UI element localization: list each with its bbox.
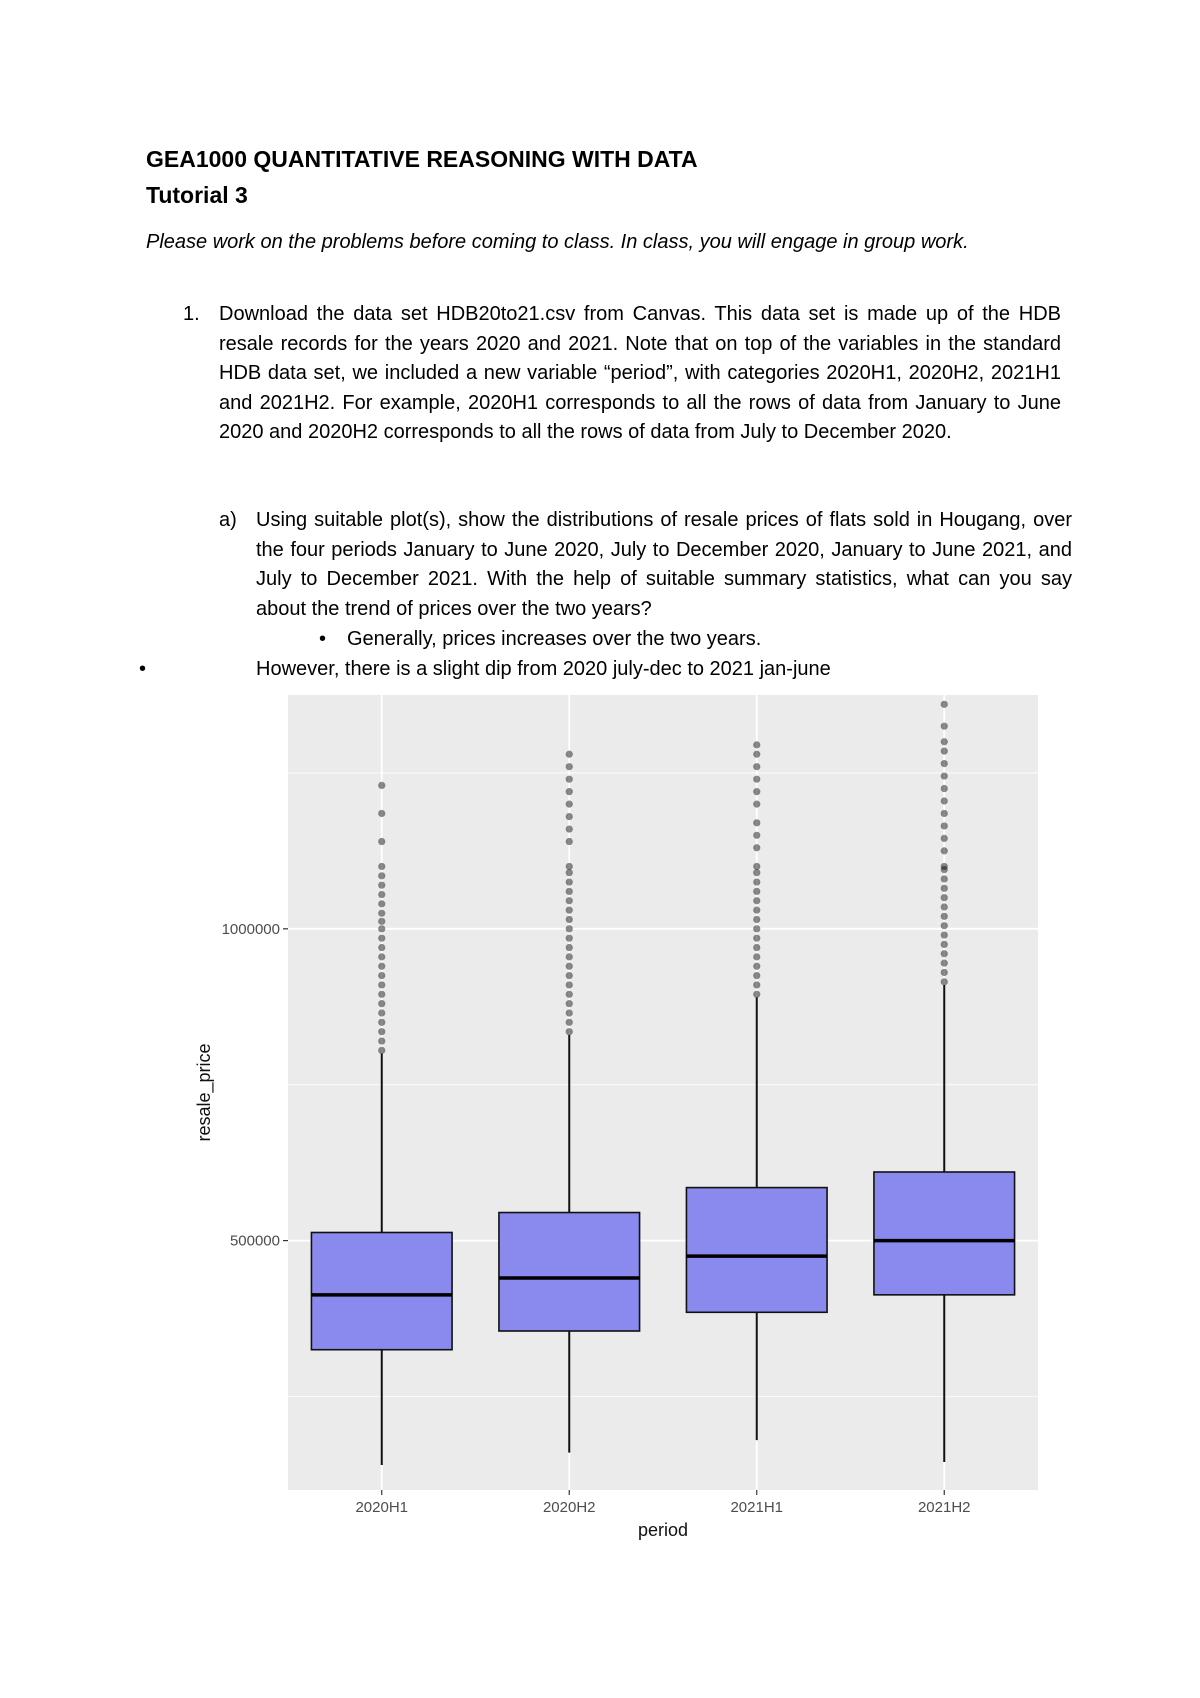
outlier-point — [378, 981, 385, 988]
answer-text-1: Generally, prices increases over the two years. — [347, 628, 762, 650]
resale-price-boxplot — [180, 690, 1060, 1550]
outlier-point — [566, 801, 573, 808]
outlier-point — [941, 913, 948, 920]
outlier-point — [566, 763, 573, 770]
outlier-point — [566, 776, 573, 783]
outlier-point — [378, 918, 385, 925]
outlier-point — [941, 894, 948, 901]
outlier-point — [941, 701, 948, 708]
outlier-point — [566, 991, 573, 998]
outlier-point — [566, 863, 573, 870]
outlier-point — [753, 751, 760, 758]
outlier-point — [378, 925, 385, 932]
outlier-point — [566, 972, 573, 979]
outlier-point — [753, 763, 760, 770]
outlier-point — [378, 1028, 385, 1035]
outlier-point — [378, 810, 385, 817]
outlier-point — [378, 863, 385, 870]
outlier-point — [378, 782, 385, 789]
box-iqr — [874, 1172, 1015, 1295]
answer-bullet-2: • — [139, 658, 147, 680]
outlier-point — [378, 1019, 385, 1026]
outlier-point — [941, 931, 948, 938]
x-tick-label: 2020H1 — [355, 1499, 409, 1516]
outlier-point — [941, 835, 948, 842]
outlier-point — [378, 1009, 385, 1016]
outlier-point — [566, 925, 573, 932]
plot-panel — [288, 695, 1038, 1490]
y-tick-label: 500000 — [229, 1232, 280, 1250]
outlier-point — [753, 897, 760, 904]
outlier-point — [566, 1009, 573, 1016]
x-tick-label: 2021H2 — [917, 1499, 971, 1516]
document-title: GEA1000 QUANTITATIVE REASONING WITH DATA — [146, 146, 698, 172]
outlier-point — [753, 878, 760, 885]
outlier-point — [753, 801, 760, 808]
outlier-point — [941, 847, 948, 854]
x-tick-label: 2020H2 — [542, 1499, 596, 1516]
outlier-point — [941, 772, 948, 779]
outlier-point — [378, 991, 385, 998]
question-number: 1. — [183, 303, 200, 325]
outlier-point — [753, 944, 760, 951]
part-a-text: Using suitable plot(s), show the distributions of resale prices of flats sold in Hougang, over the four periods January to June 2020, July to December 2020, January to June 2021, and July to December 2021. With the help of suitable summary statistics, what can you say about the trend of prices over the two years? — [256, 509, 1072, 620]
outlier-point — [941, 797, 948, 804]
outlier-point — [941, 738, 948, 745]
outlier-point — [378, 1047, 385, 1054]
outlier-point — [566, 907, 573, 914]
outlier-point — [378, 953, 385, 960]
outlier-point — [753, 869, 760, 876]
outlier-point — [566, 751, 573, 758]
y-axis-title: resale_price — [194, 1043, 214, 1142]
outlier-point — [753, 888, 760, 895]
outlier-point — [378, 900, 385, 907]
outlier-point — [566, 1000, 573, 1007]
outlier-point — [941, 885, 948, 892]
outlier-point — [941, 863, 948, 870]
outlier-point — [566, 888, 573, 895]
outlier-point — [566, 953, 573, 960]
outlier-point — [566, 825, 573, 832]
question-1-text: Download the data set HDB20to21.csv from Canvas. This data set is made up of the HDB resale records for the years 2020 and 2021. Note that on top of the variables in the standard HDB data set, we included a new variable “period”, with categories 2020H1, 2020H2, 2021H1 and 2021H2. For example, 2020H1 corresponds to all the rows of data from January to June 2020 and 2020H2 corresponds to all the rows of data from July to December 2020. — [219, 303, 1061, 443]
outlier-point — [378, 944, 385, 951]
outlier-point — [566, 869, 573, 876]
outlier-point — [378, 882, 385, 889]
outlier-point — [941, 960, 948, 967]
box-iqr — [499, 1213, 640, 1331]
outlier-point — [378, 1037, 385, 1044]
outlier-point — [753, 788, 760, 795]
box-iqr — [686, 1188, 827, 1313]
document-subtitle: Tutorial 3 — [146, 182, 248, 208]
outlier-point — [566, 944, 573, 951]
outlier-point — [378, 963, 385, 970]
outlier-point — [941, 978, 948, 985]
outlier-point — [378, 891, 385, 898]
outlier-point — [566, 813, 573, 820]
outlier-point — [566, 963, 573, 970]
outlier-point — [753, 925, 760, 932]
outlier-point — [753, 776, 760, 783]
outlier-point — [941, 785, 948, 792]
outlier-point — [753, 935, 760, 942]
outlier-point — [941, 941, 948, 948]
outlier-point — [941, 969, 948, 976]
outlier-point — [941, 760, 948, 767]
box-iqr — [311, 1232, 452, 1349]
outlier-point — [753, 819, 760, 826]
outlier-point — [566, 981, 573, 988]
outlier-point — [753, 863, 760, 870]
outlier-point — [753, 981, 760, 988]
answer-bullet-1: • — [319, 628, 327, 650]
outlier-point — [566, 838, 573, 845]
outlier-point — [566, 788, 573, 795]
outlier-point — [566, 878, 573, 885]
x-tick-label: 2021H1 — [730, 1499, 784, 1516]
outlier-point — [941, 810, 948, 817]
outlier-point — [753, 741, 760, 748]
outlier-point — [753, 972, 760, 979]
x-axis-title: period — [637, 1520, 689, 1540]
outlier-point — [566, 1028, 573, 1035]
outlier-point — [753, 844, 760, 851]
outlier-point — [378, 872, 385, 879]
outlier-point — [378, 935, 385, 942]
outlier-point — [941, 748, 948, 755]
outlier-point — [941, 875, 948, 882]
outlier-point — [941, 822, 948, 829]
outlier-point — [566, 897, 573, 904]
outlier-point — [566, 1019, 573, 1026]
outlier-point — [378, 910, 385, 917]
outlier-point — [566, 935, 573, 942]
outlier-point — [753, 907, 760, 914]
y-tick-label: 1000000 — [221, 920, 280, 938]
outlier-point — [753, 991, 760, 998]
outlier-point — [941, 950, 948, 957]
outlier-point — [753, 963, 760, 970]
outlier-point — [378, 838, 385, 845]
outlier-point — [378, 1000, 385, 1007]
outlier-point — [753, 953, 760, 960]
part-a-label: a) — [219, 509, 237, 531]
outlier-point — [941, 723, 948, 730]
outlier-point — [753, 916, 760, 923]
outlier-point — [941, 903, 948, 910]
outlier-point — [566, 916, 573, 923]
outlier-point — [941, 922, 948, 929]
outlier-point — [753, 832, 760, 839]
answer-text-2: However, there is a slight dip from 2020 july-dec to 2021 jan-june — [256, 658, 831, 680]
instruction-note: Please work on the problems before coming to class. In class, you will engage in group work. — [146, 231, 969, 253]
outlier-point — [378, 972, 385, 979]
